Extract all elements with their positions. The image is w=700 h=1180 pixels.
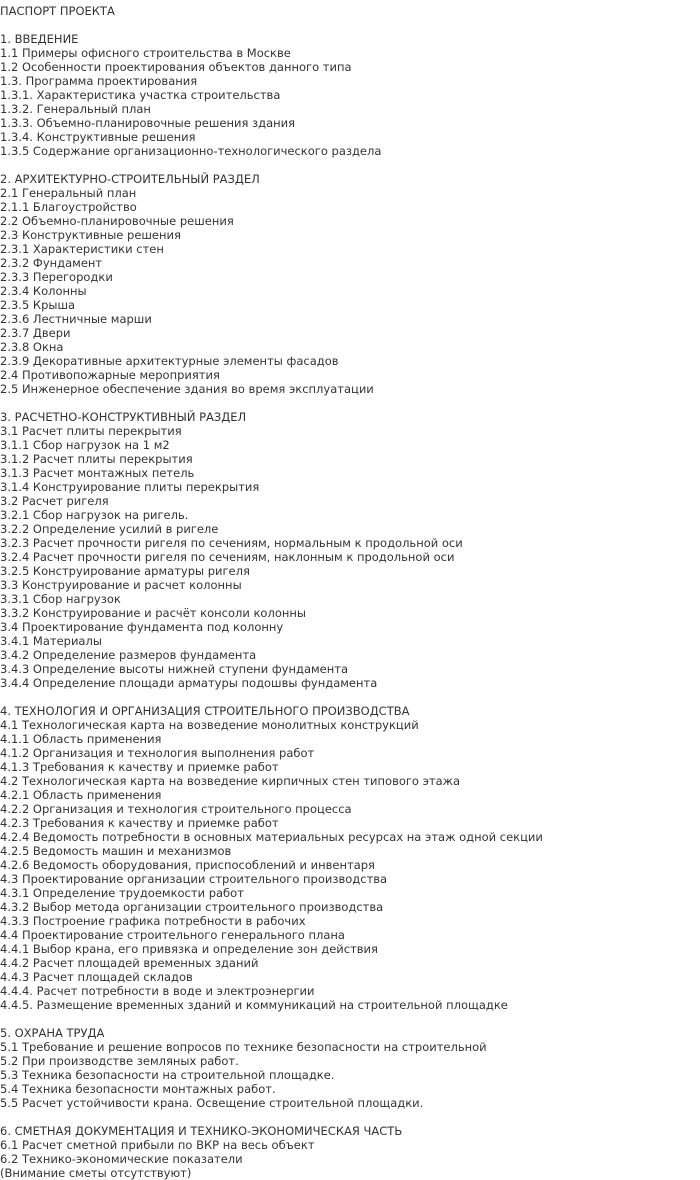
toc-line: 4.1.3 Требования к качеству и приемке работ bbox=[0, 760, 279, 774]
blank-line bbox=[0, 18, 700, 32]
toc-line: 2.3.6 Лестничные марши bbox=[0, 312, 152, 326]
toc-line: 2.5 Инженерное обеспечение здания во время эксплуатации bbox=[0, 382, 374, 396]
toc-line: 4.4.2 Расчет площадей временных зданий bbox=[0, 956, 259, 970]
toc-line: 4.1.2 Организация и технология выполнения работ bbox=[0, 746, 315, 760]
toc-line: 3.1.3 Расчет монтажных петель bbox=[0, 466, 195, 480]
toc-line: 3.3 Конструирование и расчет колонны bbox=[0, 578, 242, 592]
toc-line: 5.5 Расчет устойчивости крана. Освещение строительной площадки. bbox=[0, 1096, 424, 1110]
toc-line: 1.3.5 Содержание организационно-технологического раздела bbox=[0, 144, 382, 158]
toc-line: 4.4.1 Выбор крана, его привязка и определение зон действия bbox=[0, 942, 378, 956]
section-heading: 5. ОХРАНА ТРУДА bbox=[0, 1026, 105, 1040]
toc-line: 4.4.3 Расчет площадей складов bbox=[0, 970, 193, 984]
toc-line: 5.4 Техника безопасности монтажных работ. bbox=[0, 1082, 276, 1096]
toc-line: 6.1 Расчет сметной прибыли по ВКР на весь объект bbox=[0, 1138, 315, 1152]
toc-line: 3.2.4 Расчет прочности ригеля по сечениям, наклонным к продольной оси bbox=[0, 550, 455, 564]
toc-line: 1.1 Примеры офисного строительства в Москве bbox=[0, 46, 291, 60]
toc-line: 3.3.2 Конструирование и расчёт консоли колонны bbox=[0, 606, 306, 620]
toc-line: 2.3 Конструктивные решения bbox=[0, 228, 181, 242]
toc-line: 3.1 Расчет плиты перекрытия bbox=[0, 424, 182, 438]
section-heading: 3. РАСЧЕТНО-КОНСТРУКТИВНЫЙ РАЗДЕЛ bbox=[0, 410, 247, 424]
toc-line: 4.2.5 Ведомость машин и механизмов bbox=[0, 844, 232, 858]
toc-line: 4.2.6 Ведомость оборудования, приспособлений и инвентаря bbox=[0, 858, 375, 872]
toc-line: 1.3. Программа проектирования bbox=[0, 74, 198, 88]
toc-line: 2.3.3 Перегородки bbox=[0, 270, 113, 284]
toc-line: 3.1.4 Конструирование плиты перекрытия bbox=[0, 480, 260, 494]
page-title: ПАСПОРТ ПРОЕКТА bbox=[0, 4, 115, 18]
section-heading: 2. АРХИТЕКТУРНО-СТРОИТЕЛЬНЫЙ РАЗДЕЛ bbox=[0, 172, 260, 186]
toc-line: 2.1.1 Благоустройство bbox=[0, 200, 137, 214]
toc-line: 3.4.3 Определение высоты нижней ступени фундамента bbox=[0, 662, 349, 676]
toc-line: 5.3 Техника безопасности на строительной площадке. bbox=[0, 1068, 335, 1082]
toc-line: 2.3.9 Декоративные архитектурные элементы фасадов bbox=[0, 354, 339, 368]
toc-line: 2.1 Генеральный план bbox=[0, 186, 137, 200]
toc-line: 3.1.1 Сбор нагрузок на 1 м2 bbox=[0, 438, 170, 452]
toc-line: 4.2.4 Ведомость потребности в основных материальных ресурсах на этаж одной секции bbox=[0, 830, 543, 844]
toc-line: 3.4.1 Материалы bbox=[0, 634, 102, 648]
toc-line: 4.3.1 Определение трудоемкости работ bbox=[0, 886, 244, 900]
toc-line: 2.4 Противопожарные мероприятия bbox=[0, 368, 220, 382]
toc-line: 4.4.4. Расчет потребности в воде и электроэнергии bbox=[0, 984, 315, 998]
toc-line: 3.4 Проектирование фундамента под колонну bbox=[0, 620, 284, 634]
section-heading: 6. СМЕТНАЯ ДОКУМЕНТАЦИЯ И ТЕХНИКО-ЭКОНОМИЧЕСКАЯ ЧАСТЬ bbox=[0, 1124, 403, 1138]
toc-line: 2.3.7 Двери bbox=[0, 326, 71, 340]
toc-line: 4.2.3 Требования к качеству и приемке работ bbox=[0, 816, 279, 830]
blank-line bbox=[0, 1110, 700, 1124]
toc-line: 3.2.5 Конструирование арматуры ригеля bbox=[0, 564, 250, 578]
toc-line: 1.3.2. Генеральный план bbox=[0, 102, 151, 116]
toc-line: 2.3.4 Колонны bbox=[0, 284, 87, 298]
toc-line: 4.4.5. Размещение временных зданий и коммуникаций на строительной площадке bbox=[0, 998, 508, 1012]
blank-line bbox=[0, 158, 700, 172]
toc-line: 4.3.2 Выбор метода организации строительного производства bbox=[0, 900, 384, 914]
toc-line: 5.1 Требование и решение вопросов по технике безопасности на строительной bbox=[0, 1040, 487, 1054]
toc-line: 4.1.1 Область применения bbox=[0, 732, 162, 746]
toc-line: 2.2 Объемно-планировочные решения bbox=[0, 214, 234, 228]
toc-line: 2.3.1 Характеристики стен bbox=[0, 242, 164, 256]
toc-line: 3.3.1 Сбор нагрузок bbox=[0, 592, 121, 606]
toc-line: 4.2 Технологическая карта на возведение кирпичных стен типового этажа bbox=[0, 774, 461, 788]
toc-line: 4.2.2 Организация и технология строительного процесса bbox=[0, 802, 352, 816]
toc-line: 3.2.2 Определение усилий в ригеле bbox=[0, 522, 219, 536]
toc-line: 3.2.3 Расчет прочности ригеля по сечениям, нормальным к продольной оси bbox=[0, 536, 463, 550]
blank-line bbox=[0, 690, 700, 704]
toc-line: 1.2 Особенности проектирования объектов данного типа bbox=[0, 60, 352, 74]
toc-line: 3.4.4 Определение площади арматуры подошвы фундамента bbox=[0, 676, 378, 690]
toc-line: 4.1 Технологическая карта на возведение монолитных конструкций bbox=[0, 718, 419, 732]
toc-line: (Внимание сметы отсутствуют) bbox=[0, 1166, 192, 1180]
section-heading: 4. ТЕХНОЛОГИЯ И ОРГАНИЗАЦИЯ СТРОИТЕЛЬНОГО ПРОИЗВОДСТВА bbox=[0, 704, 410, 718]
toc-line: 3.1.2 Расчет плиты перекрытия bbox=[0, 452, 193, 466]
toc-line: 1.3.4. Конструктивные решения bbox=[0, 130, 196, 144]
toc-line: 2.3.5 Крыша bbox=[0, 298, 76, 312]
toc-line: 2.3.8 Окна bbox=[0, 340, 64, 354]
toc-line: 3.2 Расчет ригеля bbox=[0, 494, 109, 508]
toc-line: 4.4 Проектирование строительного генерального плана bbox=[0, 928, 345, 942]
toc-line: 5.2 При производстве земляных работ. bbox=[0, 1054, 239, 1068]
toc-line: 4.3.3 Построение графика потребности в рабочих bbox=[0, 914, 306, 928]
toc-line: 1.3.1. Характеристика участка строительства bbox=[0, 88, 281, 102]
toc-line: 3.2.1 Сбор нагрузок на ригель. bbox=[0, 508, 189, 522]
toc-line: 3.4.2 Определение размеров фундамента bbox=[0, 648, 257, 662]
toc-line: 4.3 Проектирование организации строительного производства bbox=[0, 872, 388, 886]
blank-line bbox=[0, 396, 700, 410]
toc-line: 1.3.3. Объемно-планировочные решения здания bbox=[0, 116, 296, 130]
blank-line bbox=[0, 1012, 700, 1026]
section-heading: 1. ВВЕДЕНИЕ bbox=[0, 32, 79, 46]
toc-line: 2.3.2 Фундамент bbox=[0, 256, 103, 270]
toc-line: 6.2 Технико-экономические показатели bbox=[0, 1152, 243, 1166]
toc-line: 4.2.1 Область применения bbox=[0, 788, 162, 802]
